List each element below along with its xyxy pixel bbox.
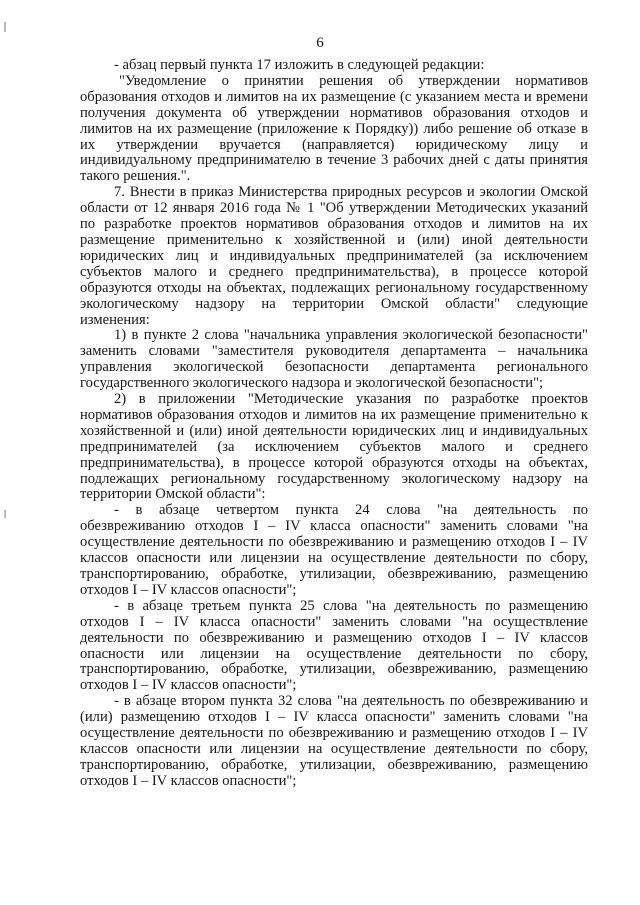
text-line: отходов I – IV классов опасности";: [80, 581, 297, 598]
text-line: - в абзаце четвертом пункта 24 слова "на деятельность по: [114, 502, 588, 519]
text-line: индивидуальному предпринимателю в течение 3 рабочих дней с даты принятия: [80, 152, 588, 169]
text-line: опасности или лицензии на осуществление деятельности по сбору,: [80, 645, 588, 662]
text-line: осуществление деятельности по обезвреживанию и размещению отходов I – IV: [80, 534, 588, 551]
text-line: классов опасности или лицензии на осуществление деятельности по сбору,: [80, 550, 588, 567]
text-line: заменить словами "заместителя руководителя департамента – начальника: [80, 343, 588, 360]
text-line: отходов I – IV классов опасности";: [80, 677, 297, 694]
text-line: 1) в пункте 2 слова "начальника управления экологической безопасности": [114, 327, 588, 344]
text-line: нормативов образования отходов и лимитов на их размещение применительно к: [80, 406, 588, 423]
paragraph-item-7: [80, 185, 588, 328]
scan-edge-mark-top: [4, 22, 6, 32]
text-line: управления экологической безопасности департамента регионального: [80, 359, 588, 376]
paragraph-dash-2: [80, 599, 588, 694]
text-line: такого решения.".: [80, 168, 191, 185]
paragraph-intro: [80, 58, 588, 74]
text-line: образования отходов и лимитов на их размещение (с указанием места и времени: [80, 88, 588, 105]
text-line: классов опасности или лицензии на осуществление деятельности по сбору,: [80, 740, 588, 757]
paragraph-quote: [80, 74, 588, 185]
text-line: 7. Внести в приказ Министерства природных ресурсов и экологии Омской: [114, 184, 588, 201]
text-line: хозяйственной и (или) иной деятельности юридических лиц и индивидуальных: [80, 422, 588, 439]
text-line: территории Омской области":: [80, 486, 266, 503]
paragraph-dash-1: [80, 503, 588, 598]
document-body: [80, 58, 588, 790]
text-line: их утверждении вручается (направляется) юридическому лицу и: [80, 136, 588, 153]
text-line: области от 12 января 2016 года № 1 "Об утверждении Методических указаний: [80, 200, 588, 217]
text-line: деятельности по обезвреживанию и размещению отходов I – IV классов: [80, 629, 588, 646]
text-line: транспортированию, обработке, утилизации, обезвреживанию, размещению: [80, 661, 588, 678]
text-line: отходов I – IV класса опасности" заменить словами "на осуществление: [80, 613, 588, 630]
text-line: субъектов малого и среднего предпринимательства), в процессе которой: [80, 263, 588, 280]
text-line: обезвреживанию отходов I – IV класса опасности" заменить словами "на: [80, 518, 588, 535]
text-line: подлежащих региональному государственному экологическому надзору на: [80, 470, 588, 487]
text-line: "Уведомление о принятии решения об утверждении нормативов: [119, 72, 588, 89]
text-line: получения документа об утверждении нормативов образования отходов и: [80, 104, 588, 121]
text-line: образуются отходы на объектах, подлежащих региональному государственному: [80, 279, 588, 296]
text-line: осуществление деятельности по обезвреживанию и размещению отходов I – IV: [80, 725, 588, 742]
text-line: - абзац первый пункта 17 изложить в следующей редакции:: [114, 57, 485, 73]
text-line: лимитов на их размещение (приложение к Порядку)) либо решение об отказе в: [80, 120, 588, 137]
text-line: экологическому надзору на территории Омской области" следующие: [80, 295, 588, 312]
scan-edge-mark-middle: [4, 510, 6, 518]
text-line: транспортированию, обработке, утилизации, обезвреживанию, размещению: [80, 756, 588, 773]
text-line: изменения:: [80, 311, 150, 328]
paragraph-dash-3: [80, 694, 588, 789]
text-line: юридических лиц и индивидуальных предпринимателей (за исключением: [80, 247, 588, 264]
text-line: предпринимательства), в процессе которой образуются отходы на объектах,: [80, 454, 588, 471]
text-line: государственного экологического надзора и экологической безопасности";: [80, 375, 544, 392]
paragraph-subitem-2: [80, 392, 588, 503]
text-line: по разработке проектов нормативов образования отходов и лимитов на их: [80, 216, 588, 233]
text-line: отходов I – IV классов опасности";: [80, 772, 297, 789]
text-line: предпринимателей (за исключением субъектов малого и среднего: [80, 438, 588, 455]
text-line: - в абзаце втором пункта 32 слова "на деятельность по обезвреживанию и: [114, 693, 588, 710]
text-line: 2) в приложении "Методические указания по разработке проектов: [114, 391, 588, 408]
text-line: размещение применительно к хозяйственной и (или) иной деятельности: [80, 231, 588, 248]
text-line: (или) размещению отходов I – IV класса опасности" заменить словами "на: [80, 709, 588, 726]
paragraph-subitem-1: [80, 328, 588, 392]
page-number: 6: [316, 35, 324, 51]
text-line: - в абзаце третьем пункта 25 слова "на деятельность по размещению: [114, 597, 588, 614]
text-line: транспортированию, обработке, утилизации, обезвреживанию, размещению: [80, 566, 588, 582]
